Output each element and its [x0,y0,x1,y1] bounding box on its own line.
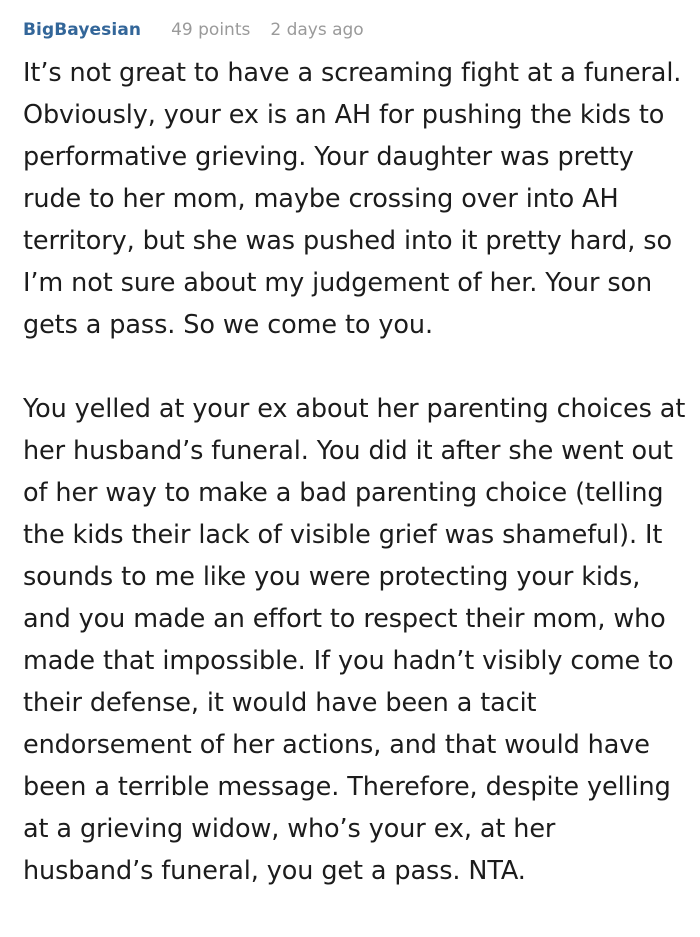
comment-meta [23,0,688,52]
comment-paragraph-1: It’s not great to have a screaming fight at a funeral. Obviously, your ex is an AH for pushing the kids to performative grieving. Your daughter was pretty rude to her mom, maybe crossing over into AH territory, but she was pushed into it pretty hard, so I’m not sure about my judgement of her. Your son gets a pass. So we come to you. [23,58,682,340]
comment-timestamp: 2 days ago [270,20,364,40]
comment-points: 49 points [171,20,251,40]
comment-paragraph-2: You yelled at your ex about her parenting choices at her husband’s funeral. You did it after she went out of her way to make a bad parenting choice (telling the kids their lack of visible grief was shameful). It sounds to me like you were protecting your kids, and you made an effort to respect their mom, who made that impossible. If you hadn’t visibly come to their defense, it would have been a tacit endorsement of her actions, and that would have been a terrible message. Therefore, despite yelling at a grieving widow, who’s your ex, at her husband’s funeral, you get a pass. NTA. [23,394,686,886]
comment-author-link[interactable]: BigBayesian [23,20,142,40]
comment-body [23,52,688,892]
comment [23,0,688,892]
